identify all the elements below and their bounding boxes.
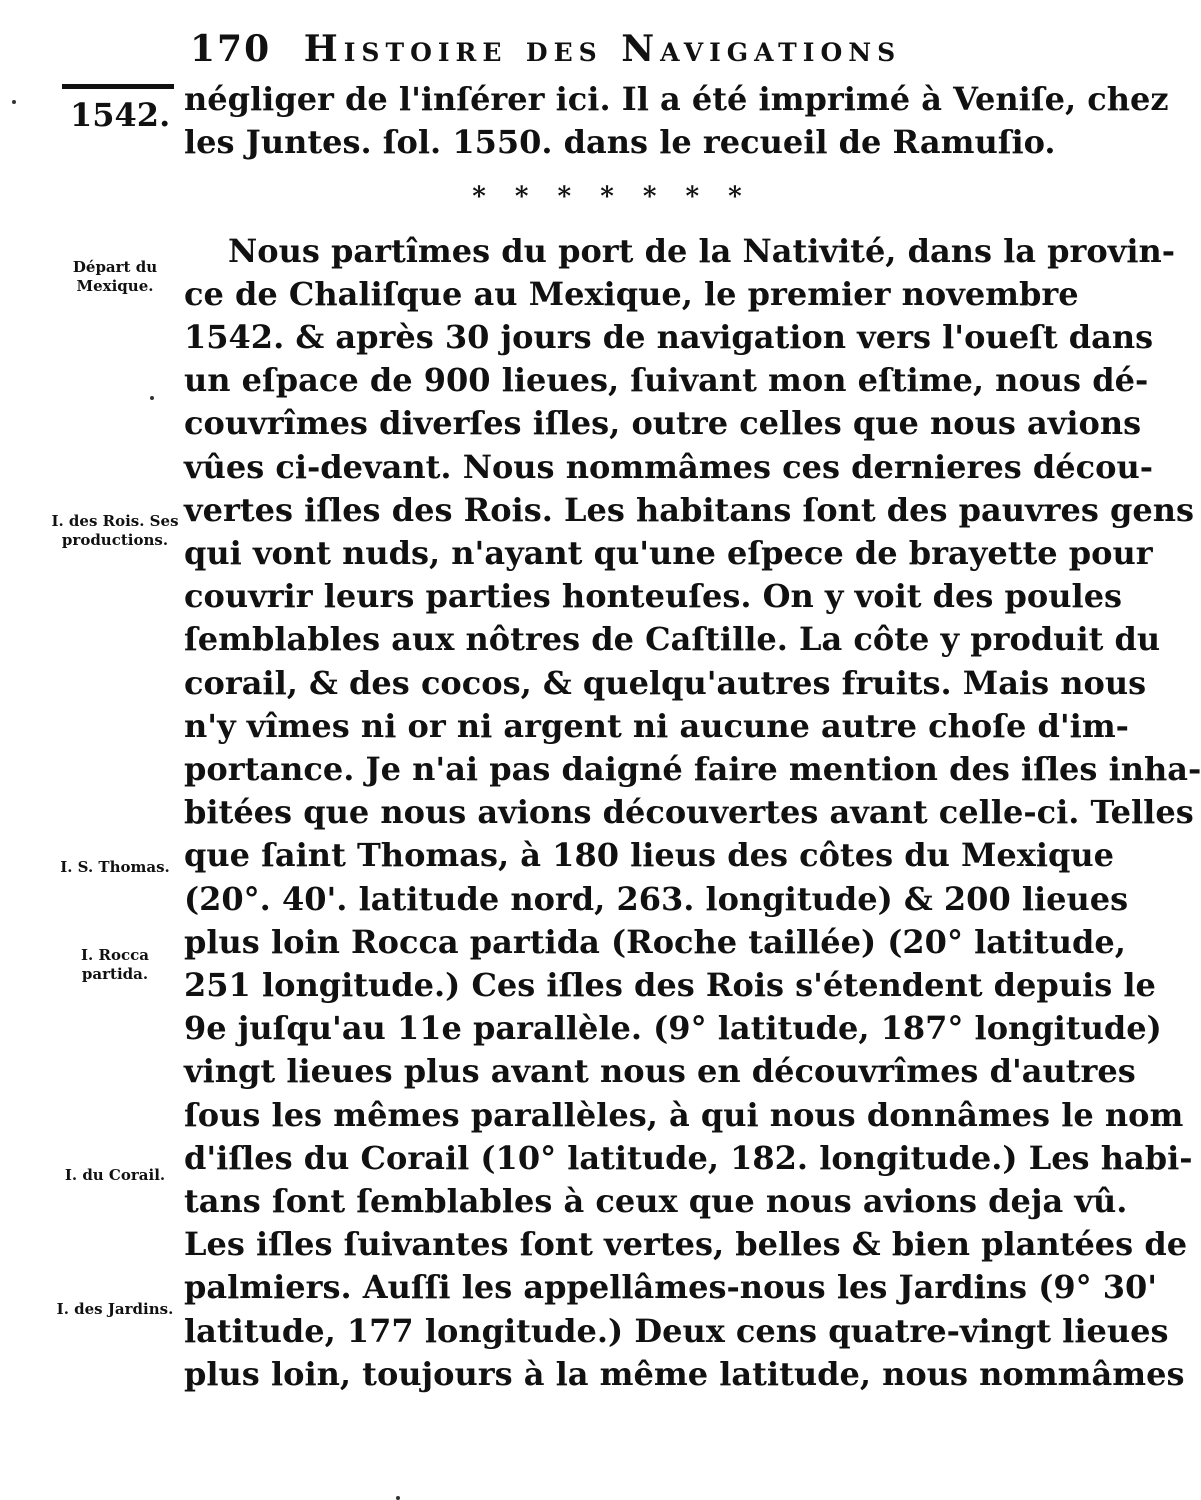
text-line: (20°. 40'. latitude nord, 263. longitude) & 200 lieues <box>184 879 1129 918</box>
text-line: 9e juſqu'au 11e parallèle. (9° latitude, 187° longitude) <box>184 1009 1162 1048</box>
text-line: Les iſles ſuivantes ſont vertes, belles & bien plantées de <box>184 1225 1188 1264</box>
margin-note-saint-thomas: I. S. Thomas. <box>60 858 170 876</box>
text-line: vertes iſles des Rois. Les habitans ſont des pauvres gens <box>184 490 1195 529</box>
text-line: plus loin, toujours à la même latitude, nous nommâmes <box>184 1354 1185 1393</box>
margin-year: 1542. <box>70 96 171 134</box>
margin-note-depart: Départ du Mexique. <box>72 258 158 295</box>
text-line: ſous les mêmes parallèles, à qui nous donnâmes le nom <box>184 1095 1184 1134</box>
scan-speck <box>150 396 154 400</box>
text-line: corail, & des cocos, & quelqu'autres fruits. Mais nous <box>184 663 1147 702</box>
scan-speck <box>396 1496 400 1500</box>
running-title: Histoire des Navigations <box>303 28 902 70</box>
text-line: portance. Je n'ai pas daigné faire mention des iſles inha- <box>184 750 1201 789</box>
text-line: vingt lieues plus avant nous en découvrîmes d'autres <box>184 1052 1136 1091</box>
text-line: qui vont nuds, n'ayant qu'une eſpece de brayette pour <box>184 534 1153 573</box>
text-line: couvrir leurs parties honteuſes. On y voit des poules <box>184 577 1123 616</box>
text-line: tans ſont ſemblables à ceux que nous avions deja vû. <box>184 1182 1128 1221</box>
text-line: ce de Chaliſque au Mexique, le premier novembre <box>184 274 1079 313</box>
text-line: 1542. & après 30 jours de navigation vers l'oueſt dans <box>184 318 1154 357</box>
text-line: bitées que nous avions découvertes avant celle-ci. Telles <box>184 793 1194 832</box>
text-line: n'y vîmes ni or ni argent ni aucune autre choſe d'im- <box>184 706 1129 745</box>
text-line: latitude, 177 longitude.) Deux cens quatre-vingt lieues <box>184 1311 1169 1350</box>
text-line: vûes ci-devant. Nous nommâmes ces dernieres décou- <box>184 447 1153 486</box>
text-line: 251 longitude.) Ces iſles des Rois s'étendent depuis le <box>184 966 1156 1005</box>
text-line: Nous partîmes du port de la Nativité, dans la provin- <box>228 231 1176 270</box>
scan-speck <box>12 100 16 104</box>
text-line: couvrîmes diverſes iſles, outre celles que nous avions <box>184 404 1142 443</box>
text-line: ſemblables aux nôtres de Caſtille. La côte y produit du <box>184 620 1161 659</box>
text-line: négliger de l'inſérer ici. Il a été imprimé à Veniſe, chez <box>184 80 1169 118</box>
text-line: les Juntes. ſol. 1550. dans le recueil de Ramuſio. <box>184 123 1056 162</box>
margin-note-corail: I. du Corail. <box>64 1166 166 1184</box>
text-line: d'iſles du Corail (10° latitude, 182. longitude.) Les habi- <box>184 1138 1193 1177</box>
text-line: plus loin Rocca partida (Roche taillée) (20° latitude, <box>184 922 1126 961</box>
margin-note-isles-des-rois: I. des Rois. Ses productions. <box>51 512 179 549</box>
text-line: palmiers. Auſſi les appellâmes-nous les Jardins (9° 30' <box>184 1268 1158 1307</box>
section-ornament: * * * * * * * <box>472 182 752 213</box>
text-line: que ſaint Thomas, à 180 lieus des côtes du Mexique <box>184 836 1115 875</box>
page-number: 170 <box>190 28 272 70</box>
margin-rule <box>62 84 174 89</box>
text-line: un eſpace de 900 lieues, ſuivant mon eſtime, nous dé- <box>184 361 1149 400</box>
margin-note-rocca-partida: I. Rocca partida. <box>81 946 149 983</box>
main-text <box>184 78 1201 1396</box>
margin-note-jardins: I. des Jardins. <box>56 1300 174 1318</box>
running-header <box>190 28 1050 70</box>
